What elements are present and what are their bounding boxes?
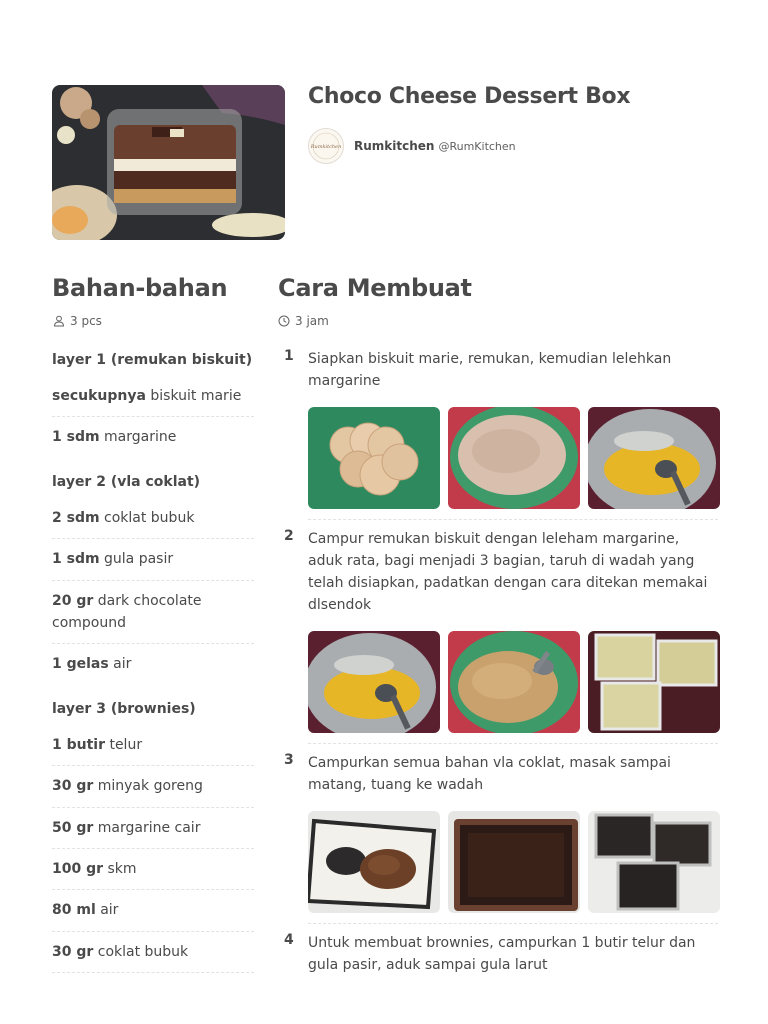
ingredients-list [52, 340, 254, 973]
step-photo[interactable] [308, 407, 440, 509]
ingredient-name: skm [107, 860, 137, 877]
step-4 [278, 932, 718, 982]
ingredient-name: air [113, 656, 132, 673]
step-photo[interactable] [448, 811, 580, 913]
step-text: Siapkan biskuit marie, remukan, kemudian lelehkan margarine [308, 351, 672, 389]
step-number: 1 [284, 348, 294, 364]
ingredient-item [52, 644, 254, 684]
ingredient-qty: 1 butir [52, 736, 105, 753]
step-divider [308, 519, 718, 520]
step-photos [308, 631, 720, 733]
ingredient-qty: 100 gr [52, 860, 104, 877]
ingredient-name: telur [109, 736, 143, 753]
ingredient-qty: 2 sdm [52, 509, 100, 526]
person-icon [53, 315, 65, 327]
ingredient-item [52, 539, 254, 580]
ingredient-item [52, 849, 254, 890]
step-divider [308, 743, 718, 744]
avatar-logo [311, 131, 341, 161]
ingredient-item [52, 808, 254, 849]
ingredient-name: coklat bubuk [97, 943, 189, 960]
author-row[interactable] [308, 128, 516, 164]
servings-text: 3 pcs [70, 314, 102, 328]
step-photo[interactable] [308, 631, 440, 733]
duration-text: 3 jam [295, 314, 329, 328]
step-2 [278, 528, 718, 744]
ingredient-name: minyak goreng [97, 778, 203, 795]
step-photo[interactable] [588, 811, 720, 913]
ingredient-group-heading: layer 2 (vla coklat) [52, 473, 201, 490]
ingredient-name: gula pasir [104, 551, 174, 568]
ingredient-group-heading: layer 1 (remukan biskuit) [52, 352, 253, 368]
author-avatar[interactable] [308, 128, 344, 164]
step-divider [308, 923, 718, 924]
ingredient-qty: 50 gr [52, 819, 94, 836]
ingredient-item [52, 725, 254, 766]
ingredient-qty: 1 gelas [52, 656, 109, 673]
step-3 [278, 752, 718, 924]
step-photos [308, 811, 720, 913]
step-number: 3 [284, 752, 294, 768]
ingredient-group-heading: layer 3 (brownies) [52, 700, 196, 717]
step-photo[interactable] [308, 811, 440, 913]
step-photo[interactable] [448, 407, 580, 509]
step-text: Campurkan semua bahan vla coklat, masak sampai matang, tuang ke wadah [308, 755, 671, 793]
ingredient-name: margarine cair [97, 819, 201, 836]
ingredient-item [52, 376, 254, 417]
ingredient-item [52, 498, 254, 539]
ingredient-qty: 20 gr [52, 592, 94, 609]
step-text: Untuk membuat brownies, campurkan 1 butir telur dan gula pasir, aduk sampai gula larut [308, 935, 696, 973]
ingredient-qty: secukupnya [52, 388, 146, 404]
step-photo[interactable] [588, 407, 720, 509]
ingredient-qty: 1 sdm [52, 429, 100, 446]
ingredient-item [52, 932, 254, 973]
recipe-title: Choco Cheese Dessert Box [308, 84, 631, 109]
ingredient-name: margarine [104, 429, 177, 446]
recipe-cover-photo[interactable] [52, 85, 285, 240]
ingredient-qty: 1 sdm [52, 551, 100, 568]
ingredient-qty: 30 gr [52, 778, 94, 795]
author-name[interactable]: Rumkitchen [354, 139, 435, 153]
method-title: Cara Membuat [278, 274, 472, 302]
ingredient-name: coklat bubuk [104, 509, 195, 526]
ingredient-name: biskuit marie [150, 388, 242, 404]
ingredients-title: Bahan-bahan [52, 274, 228, 302]
duration-meta [278, 314, 329, 328]
ingredient-item [52, 417, 254, 457]
step-number: 2 [284, 528, 294, 544]
ingredient-item [52, 890, 254, 931]
ingredient-qty: 30 gr [52, 943, 94, 960]
svg-text:Rumkitchen: Rumkitchen [311, 144, 341, 150]
step-number: 4 [284, 932, 294, 948]
step-photo[interactable] [448, 631, 580, 733]
ingredient-name: air [100, 902, 119, 919]
clock-icon [278, 315, 290, 327]
ingredient-name: dark chocolate compound [52, 592, 202, 631]
ingredient-item [52, 766, 254, 807]
ingredient-item [52, 581, 254, 645]
step-photo[interactable] [588, 631, 720, 733]
step-1 [278, 348, 718, 520]
ingredient-qty: 80 ml [52, 902, 96, 919]
author-handle[interactable]: @RumKitchen [438, 139, 516, 153]
step-photos [308, 407, 720, 509]
servings-meta [53, 314, 102, 328]
step-text: Campur remukan biskuit dengan leleham margarine, aduk rata, bagi menjadi 3 bagian, taruh di wadah yang telah disiapkan, padatkan dengan cara ditekan memakai dlsendok [308, 531, 708, 613]
